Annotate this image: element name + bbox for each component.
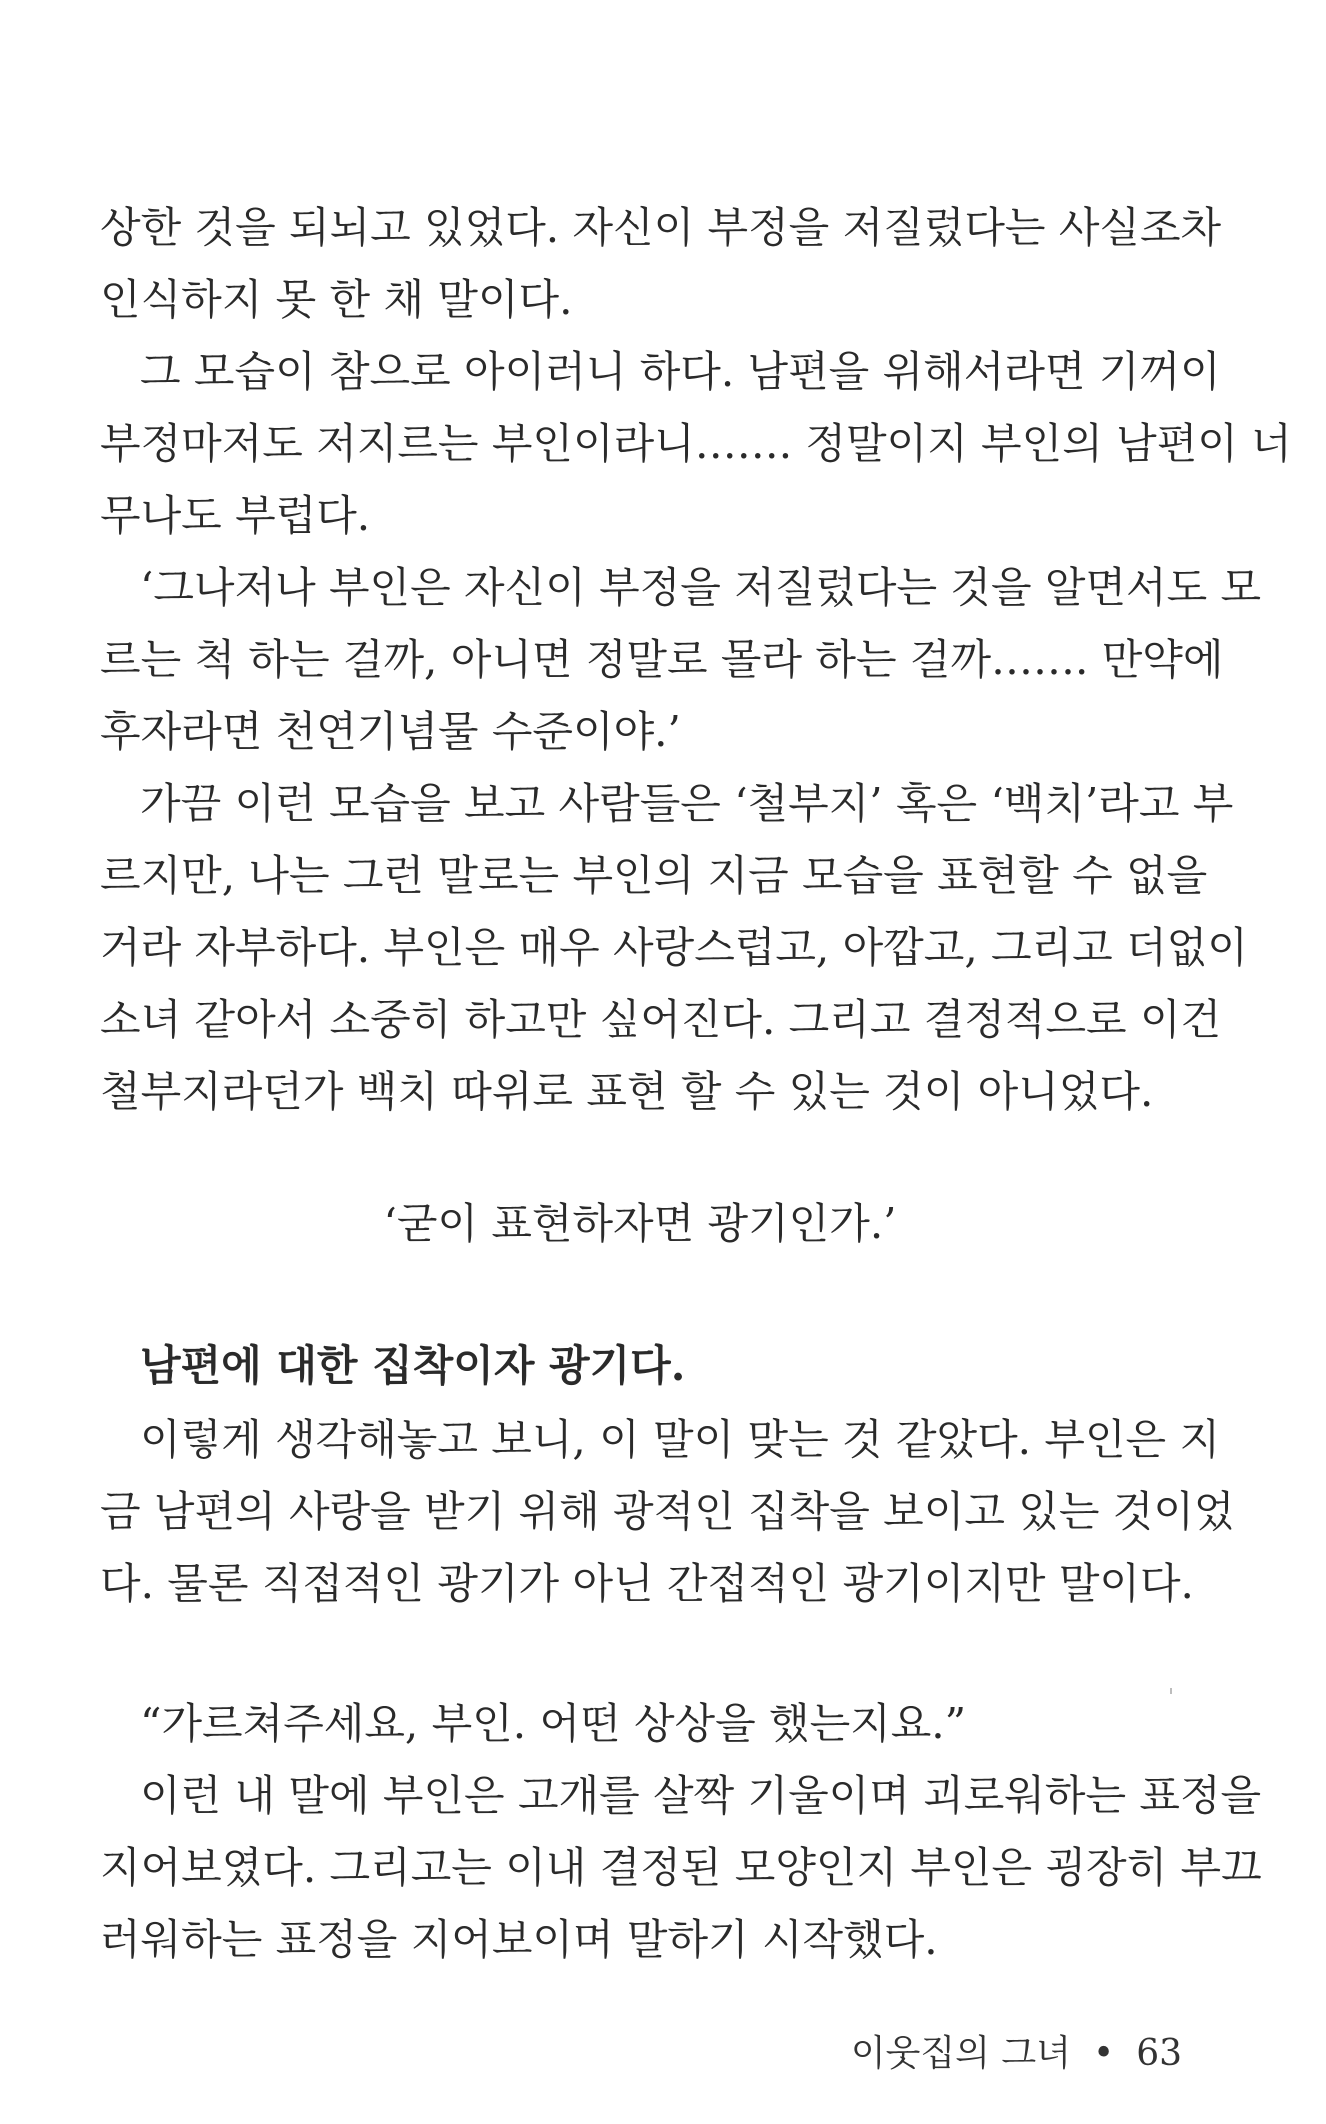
text-line: 러워하는 표정을 지어보이며 말하기 시작했다.	[100, 1915, 938, 1964]
running-title: 이웃집의 그녀	[850, 2033, 1071, 2074]
text-line: 이렇게 생각해놓고 보니, 이 말이 맞는 것 같았다. 부인은 지	[140, 1415, 1221, 1464]
text-line: 소녀 같아서 소중히 하고만 싶어진다. 그리고 결정적으로 이건	[100, 995, 1222, 1044]
text-line: 무나도 부럽다.	[100, 491, 371, 540]
text-line: 르지만, 나는 그런 말로는 부인의 지금 모습을 표현할 수 없을	[100, 851, 1208, 900]
text-line: 거라 자부하다. 부인은 매우 사랑스럽고, 아깝고, 그리고 더없이	[100, 923, 1248, 972]
text-line: 다. 물론 직접적인 광기가 아닌 간접적인 광기이지만 말이다.	[100, 1559, 1194, 1608]
text-line: 인식하지 못 한 채 말이다.	[100, 275, 573, 324]
centered-thought: ‘굳이 표현하자면 광기인가.’	[383, 1199, 897, 1248]
text-line: 이런 내 말에 부인은 고개를 살짝 기울이며 괴로워하는 표정을	[140, 1771, 1262, 1820]
dialogue-quote: “가르쳐주세요, 부인. 어떤 상상을 했는지요.”	[140, 1699, 967, 1748]
text-line: 상한 것을 되뇌고 있었다. 자신이 부정을 저질렀다는 사실조차	[100, 203, 1222, 252]
page-footer	[851, 2026, 1182, 2082]
text-line: 지어보였다. 그리고는 이내 결정된 모양인지 부인은 굉장히 부끄	[100, 1843, 1262, 1892]
bullet-separator: •	[1092, 2033, 1115, 2074]
text-line: 가끔 이런 모습을 보고 사람들은 ‘철부지’ 혹은 ‘백치’라고 부	[140, 779, 1234, 828]
text-line: 철부지라던가 백치 따위로 표현 할 수 있는 것이 아니었다.	[100, 1067, 1154, 1116]
scan-speck	[1170, 1688, 1172, 1694]
bold-statement: 남편에 대한 집착이자 광기다.	[140, 1341, 686, 1390]
text-line: 르는 척 하는 걸까, 아니면 정말로 몰라 하는 걸까……. 만약에	[100, 635, 1224, 684]
text-line: 후자라면 천연기념물 수준이야.’	[100, 707, 681, 756]
text-line: 금 남편의 사랑을 받기 위해 광적인 집착을 보이고 있는 것이었	[100, 1487, 1235, 1536]
page-number: 63	[1136, 2033, 1182, 2074]
text-line: 그 모습이 참으로 아이러니 하다. 남편을 위해서라면 기꺼이	[140, 347, 1221, 396]
text-line: 부정마저도 저지르는 부인이라니……. 정말이지 부인의 남편이 너	[100, 419, 1292, 468]
text-line: ‘그나저나 부인은 자신이 부정을 저질렀다는 것을 알면서도 모	[140, 563, 1262, 612]
